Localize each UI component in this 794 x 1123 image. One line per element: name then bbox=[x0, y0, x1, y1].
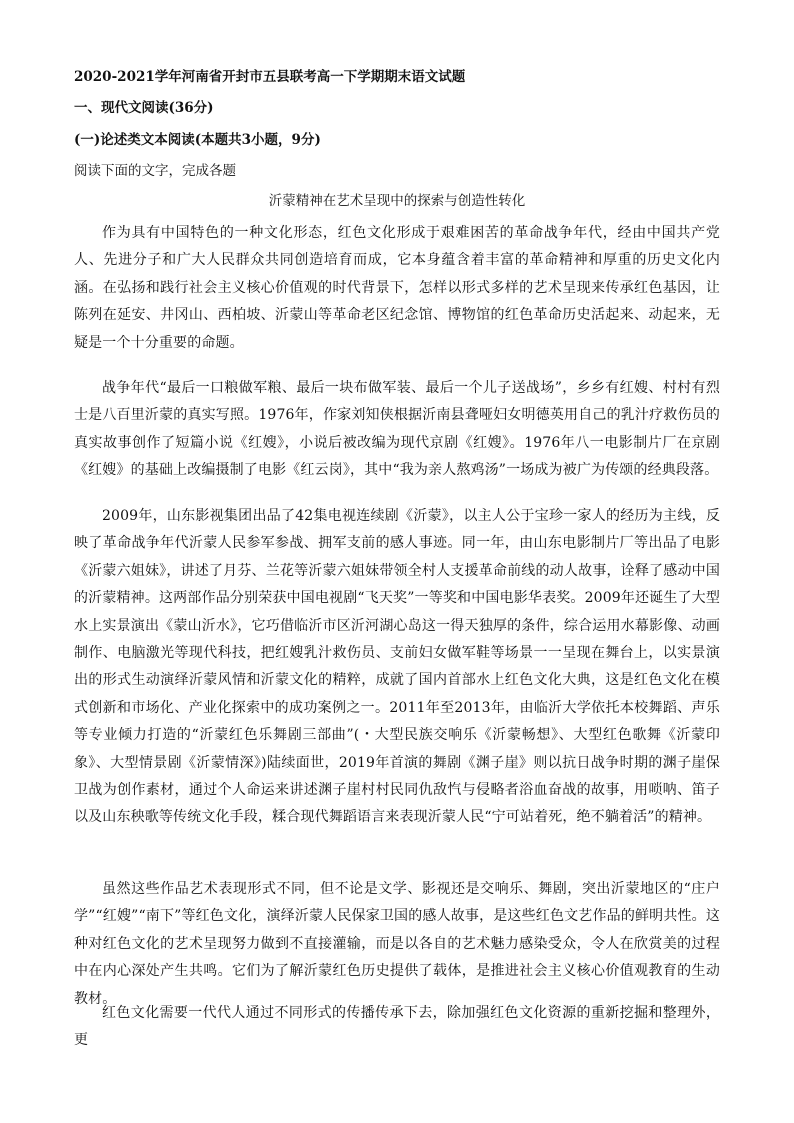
subsection-heading: (一)论述类文本阅读(本题共3小题，9分) bbox=[74, 132, 321, 148]
document-title: 2020-2021学年河南省开封市五县联考高一下学期期末语文试题 bbox=[74, 69, 466, 85]
reading-instruction: 阅读下面的文字，完成各题 bbox=[74, 163, 236, 179]
article-paragraph-4: 虽然这些作品艺术表现形式不同，但不论是文学、影视还是交响乐、舞剧，突出沂蒙地区的“庄户学”“红嫂”“南下”等红色文化，演绎沂蒙人民保家卫国的感人故事，是这些红色文艺作品的鲜明共性。这种对红色文化的艺术呈现努力做到不直接灌输，而是以各自的艺术魅力感染受众，令人在欣赏美的过程中在内心深处产生共鸣。它们为了解沂蒙红色历史提供了载体，是推进社会主义核心价值观教育的生动教材。 bbox=[74, 881, 720, 1007]
article-paragraph-5: 红色文化需要一代代人通过不同形式的传播传承下去，除加强红色文化资源的重新挖掘和整理外，更 bbox=[74, 1005, 720, 1049]
article-paragraph-1: 作为具有中国特色的一种文化形态，红色文化形成于艰难困苦的革命战争年代，经由中国共产党人、先进分子和广大人民群众共同创造培育而成，它本身蕴含着丰富的革命精神和厚重的历史文化内涵。在弘扬和践行社会主义核心价值观的时代背景下，怎样以形式多样的艺术呈现来传承红色基因，让陈列在延安、井冈山、西柏坡、沂蒙山等革命老区纪念馆、博物馆的红色革命历史活起来、动起来，无疑是一个十分重要的命题。 bbox=[74, 225, 720, 351]
article-paragraph-3: 2009年，山东影视集团出品了42集电视连续剧《沂蒙》，以主人公于宝珍一家人的经历为主线，反映了革命战争年代沂蒙人民参军参战、拥军支前的感人事迹。同一年，由山东电影制片厂等出品了电影《沂蒙六姐妹》，讲述了月芬、兰花等沂蒙六姐妹带领全村人支援革命前线的动人故事，诠释了感动中国的沂蒙精神。这两部作品分别荣获中国电视剧“飞天奖”一等奖和中国电影华表奖。2009年还诞生了大型水上实景演出《蒙山沂水》，它巧借临沂市区沂河湖心岛这一得天独厚的条件，综合运用水幕影像、动画制作、电脑激光等现代科技，把红嫂乳汁救伤员、支前妇女做军鞋等场景一一呈现在舞台上，以实景演出的形式生动演绎沂蒙风情和沂蒙文化的精粹，成就了国内首部水上红色文化大典，这是红色文化在模式创新和市场化、产业化探索中的成功案例之一。2011年至2013年，由临沂大学依托本校舞蹈、声乐等专业倾力打造的“沂蒙红色乐舞剧三部曲”(・大型民族交响乐《沂蒙畅想》、大型红色歌舞《沂蒙印象》、大型情景剧《沂蒙情深》)陆续面世，2019年首演的舞剧《渊子崖》则以抗日战争时期的渊子崖保卫战为创作素材，通过个人命运来讲述渊子崖村村民同仇敌忾与侵略者浴血奋战的故事，用唢呐、笛子以及山东秧歌等传统文化手段，糅合现代舞蹈语言来表现沂蒙人民“宁可站着死，绝不躺着活”的精神。 bbox=[74, 508, 720, 826]
article-title: 沂蒙精神在艺术呈现中的探索与创造性转化 bbox=[268, 193, 526, 209]
section-heading: 一、现代文阅读(36分) bbox=[74, 100, 214, 116]
article-paragraph-2: 战争年代“最后一口粮做军粮、最后一块布做军装、最后一个儿子送战场”，乡乡有红嫂、村村有烈士是八百里沂蒙的真实写照。1976年，作家刘知侠根据沂南县聋哑妇女明德英用自己的乳汁疗救伤员的真实故事创作了短篇小说《红嫂》，小说后被改编为现代京剧《红嫂》。1976年八一电影制片厂在京剧《红嫂》的基础上改编摄制了电影《红云岗》，其中“我为亲人熬鸡汤”一场成为被广为传颂的经典段落。 bbox=[74, 380, 720, 479]
